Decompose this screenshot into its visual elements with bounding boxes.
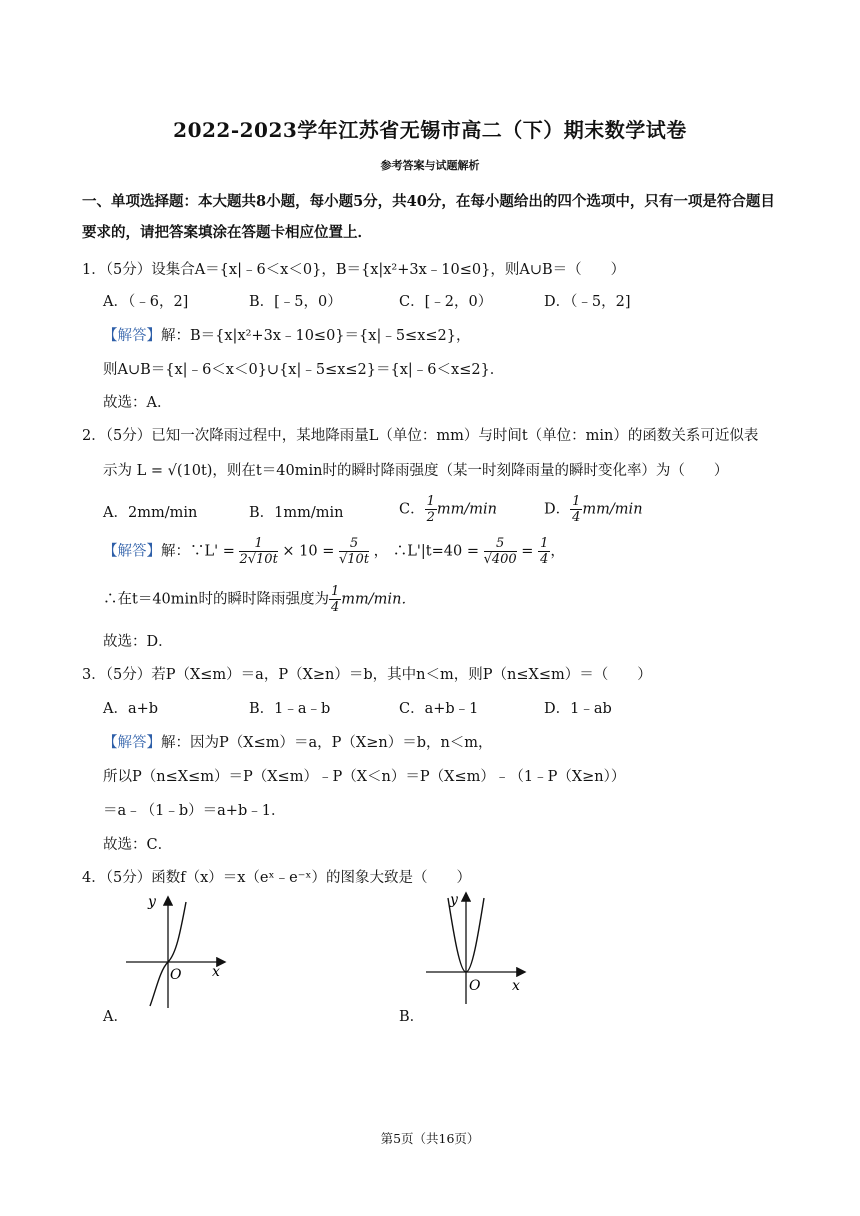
option-d: D．1﹣ab <box>544 701 612 717</box>
option-b: B．1﹣a﹣b <box>249 701 331 717</box>
question-1-solution-2: 则A∪B＝{x|﹣6＜x＜0}∪{x|﹣5≤x≤2}＝{x|﹣6＜x≤2}． <box>103 362 505 378</box>
page-title: 2022-2023学年江苏省无锡市高二（下）期末数学试卷 <box>173 118 687 142</box>
question-3-solution-1: 【解答】解：因为P（X≤m）＝a，P（X≥n）＝b，n＜m， <box>103 735 493 751</box>
question-4-stem: 4．（5分）函数f（x）＝x（eˣ﹣e⁻ˣ）的图象大致是（ ） <box>82 870 472 886</box>
question-1-choice: 故选：A． <box>103 395 172 411</box>
question-2-options <box>103 494 743 530</box>
question-1-solution-1: 【解答】解：B＝{x|x²+3x﹣10≤0}＝{x|﹣5≤x≤2}， <box>103 328 471 344</box>
question-2-solution-2: ∴在t＝40min时的瞬时降雨强度为 $\frac{1}{4}$ mm/min． <box>103 584 416 615</box>
question-2-choice: 故选：D． <box>103 634 173 650</box>
x-label: x <box>512 978 520 994</box>
question-2-stem-1: 2．（5分）已知一次降雨过程中，某地降雨量L（单位：mm）与时间t（单位：min）的函数关系可近似表 <box>82 428 759 444</box>
answer-tag: 【解答】 <box>103 735 161 751</box>
y-label: y <box>450 892 458 908</box>
section-heading: 一、单项选择题：本大题共8小题，每小题5分，共40分，在每小题给出的四个选项中，只有一项是符合题目要求的，请把答案填涂在答题卡相应位置上． <box>82 193 775 241</box>
question-3-solution-2: 所以P（n≤X≤m）＝P（X≤m）﹣P（X＜n）＝P（X≤m）﹣（1﹣P（X≥n）） <box>103 769 626 785</box>
question-2-solution-1: 【解答】解：∵L' = $\frac{1}{2√10t}$ × 10 = $\frac{5}{√10t}$ ， ∴L'|t=40 = $\frac{5}{√400}$ = $\frac{1}{4}$ ， <box>103 536 565 567</box>
origin-label: O <box>469 978 481 994</box>
option-b: B．1mm/min <box>249 505 344 521</box>
page-footer: 第5页（共16页） <box>380 1131 480 1146</box>
origin-label: O <box>170 967 182 983</box>
option-d: D． $\frac{1}{4}$ mm/min <box>544 494 643 525</box>
question-3-choice: 故选：C． <box>103 837 173 853</box>
option-c: C．[﹣2，0） <box>399 294 493 310</box>
option-c: C．a+b﹣1 <box>399 701 479 717</box>
question-3-stem: 3．（5分）若P（X≤m）＝a，P（X≥n）＝b，其中n＜m，则P（n≤X≤m）＝（ ） <box>82 667 652 683</box>
option-a: A．2mm/min <box>103 505 198 521</box>
option-c: C． $\frac{1}{2}$ mm/min <box>399 494 498 525</box>
graph-b <box>420 886 540 1006</box>
question-2-stem-2: 示为 L = √(10t)，则在t＝40min时的瞬时降雨强度（某一时刻降雨量的瞬时变化率）为（ ） <box>103 463 729 479</box>
answer-tag: 【解答】 <box>103 328 161 344</box>
option-a: A．a+b <box>103 701 159 717</box>
graph-a <box>120 890 240 1010</box>
option-b: B．[﹣5，0） <box>249 294 342 310</box>
question-3-solution-3: ＝a﹣（1﹣b）＝a+b﹣1． <box>103 803 286 819</box>
option-a: A．（﹣6，2] <box>103 294 189 310</box>
y-label: y <box>148 894 156 910</box>
question-1-stem: 1．（5分）设集合A＝{x|﹣6＜x＜0}，B＝{x|x²+3x﹣10≤0}，则A∪B＝（ ） <box>82 262 626 278</box>
graph-b-label: B． <box>399 1009 425 1025</box>
graph-a-label: A． <box>103 1009 128 1025</box>
x-label: x <box>212 964 220 980</box>
answer-tag: 【解答】 <box>103 543 161 560</box>
option-d: D．（﹣5，2] <box>544 294 631 310</box>
page-subtitle: 参考答案与试题解析 <box>380 159 480 172</box>
